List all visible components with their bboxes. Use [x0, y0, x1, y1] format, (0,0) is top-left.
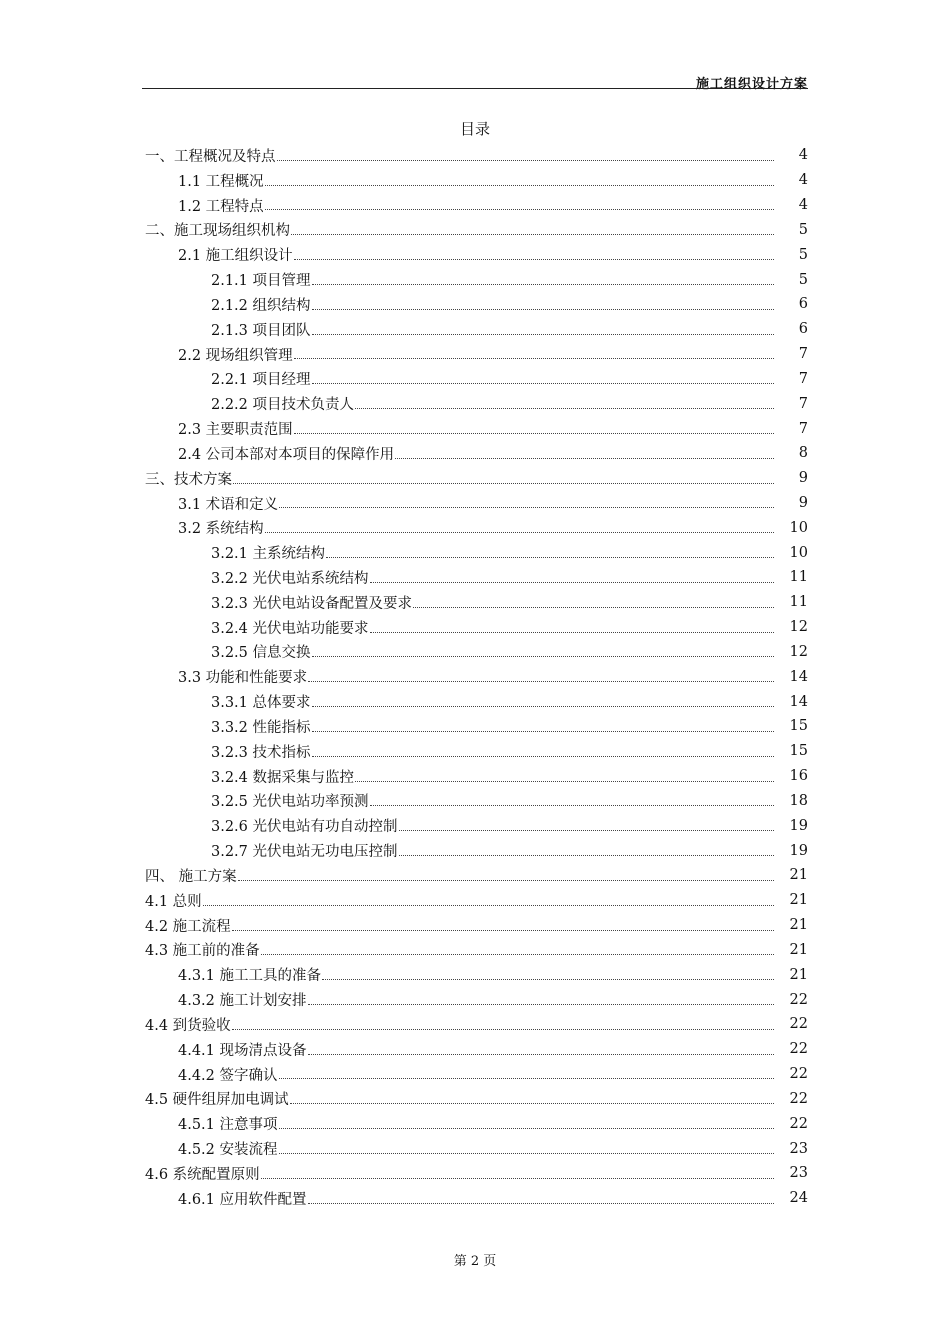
dot-leader: [279, 1078, 774, 1079]
dot-leader: [399, 830, 774, 831]
toc-entry[interactable]: [0, 193, 950, 218]
table-of-contents: [0, 143, 950, 1211]
toc-entry-text: 3.3.2 性能指标: [211, 719, 311, 736]
toc-entry-text: 2.1.1 项目管理: [211, 273, 311, 290]
dot-leader: [203, 905, 774, 906]
toc-entry-text: 4.3 施工前的准备: [145, 943, 260, 960]
dot-leader: [279, 1128, 774, 1129]
toc-entry[interactable]: [0, 615, 950, 640]
dot-leader: [232, 1029, 774, 1030]
toc-page-number: 19: [789, 842, 808, 859]
toc-entry[interactable]: [0, 739, 950, 764]
toc-page-number: 19: [789, 817, 808, 834]
toc-entry[interactable]: [0, 962, 950, 987]
toc-page-number: 22: [789, 1041, 808, 1058]
toc-page-number: 6: [798, 296, 808, 313]
toc-entry[interactable]: [0, 838, 950, 863]
toc-entry[interactable]: [0, 913, 950, 938]
toc-entry[interactable]: [0, 515, 950, 540]
dot-leader: [308, 1054, 774, 1055]
toc-page-number: 11: [789, 569, 808, 586]
toc-entry[interactable]: [0, 540, 950, 565]
dot-leader: [399, 855, 774, 856]
toc-entry-text: 3.2.5 光伏电站功率预测: [211, 794, 369, 811]
toc-page-number: 12: [789, 619, 808, 636]
toc-entry-text: 2.1 施工组织设计: [178, 248, 293, 265]
toc-page-number: 22: [789, 1115, 808, 1132]
toc-entry[interactable]: [0, 366, 950, 391]
toc-entry[interactable]: [0, 143, 950, 168]
toc-page-number: 21: [789, 966, 808, 983]
toc-entry[interactable]: [0, 1012, 950, 1037]
toc-page-number: 14: [789, 668, 808, 685]
toc-entry-text: 4.6 系统配置原则: [145, 1166, 260, 1183]
toc-page-number: 24: [789, 1190, 808, 1207]
toc-entry[interactable]: [0, 888, 950, 913]
toc-entry[interactable]: [0, 1111, 950, 1136]
toc-page-number: 8: [798, 445, 808, 462]
toc-entry-text: 4.5.1 注意事项: [178, 1117, 278, 1134]
toc-entry[interactable]: [0, 1136, 950, 1161]
toc-entry[interactable]: [0, 565, 950, 590]
toc-page-number: 22: [789, 1066, 808, 1083]
toc-page-number: 5: [798, 246, 808, 263]
dot-leader: [291, 234, 774, 235]
toc-entry[interactable]: [0, 863, 950, 888]
toc-entry[interactable]: [0, 938, 950, 963]
toc-entry[interactable]: [0, 466, 950, 491]
dot-leader: [265, 185, 774, 186]
toc-entry-text: 3.2.4 数据采集与监控: [211, 769, 355, 786]
toc-entry-text: 4.4.2 签字确认: [178, 1067, 278, 1084]
toc-entry-text: 3.2.6 光伏电站有功自动控制: [211, 819, 398, 836]
toc-entry[interactable]: [0, 689, 950, 714]
dot-leader: [312, 731, 774, 732]
toc-page-number: 6: [798, 321, 808, 338]
toc-entry[interactable]: [0, 491, 950, 516]
dot-leader: [326, 557, 774, 558]
toc-entry-text: 4.3.2 施工计划安排: [178, 993, 307, 1010]
toc-entry[interactable]: [0, 1037, 950, 1062]
dot-leader: [322, 979, 774, 980]
dot-leader: [279, 507, 774, 508]
toc-entry-text: 4.4.1 现场清点设备: [178, 1042, 307, 1059]
dot-leader: [308, 1203, 774, 1204]
toc-page-number: 7: [798, 420, 808, 437]
dot-leader: [294, 358, 774, 359]
toc-page-number: 14: [789, 693, 808, 710]
toc-page-number: 21: [789, 892, 808, 909]
header-rule: [142, 88, 808, 89]
toc-page-number: 22: [789, 1090, 808, 1107]
toc-entry[interactable]: [0, 590, 950, 615]
toc-entry[interactable]: [0, 242, 950, 267]
toc-page-number: 23: [789, 1165, 808, 1182]
toc-entry-text: 2.2.1 项目经理: [211, 372, 311, 389]
dot-leader: [294, 433, 774, 434]
dot-leader: [277, 160, 775, 161]
toc-entry[interactable]: [0, 292, 950, 317]
dot-leader: [308, 681, 774, 682]
toc-page-number: 21: [789, 917, 808, 934]
toc-page-number: 22: [789, 1016, 808, 1033]
toc-entry-text: 三、技术方案: [145, 471, 232, 488]
toc-entry-text: 3.2.4 光伏电站功能要求: [211, 620, 369, 637]
dot-leader: [370, 632, 774, 633]
dot-leader: [279, 1153, 774, 1154]
toc-page-number: 23: [789, 1140, 808, 1157]
dot-leader: [290, 1103, 774, 1104]
toc-entry[interactable]: [0, 267, 950, 292]
dot-leader: [312, 284, 774, 285]
toc-entry-text: 3.2.7 光伏电站无功电压控制: [211, 844, 398, 861]
toc-entry[interactable]: [0, 813, 950, 838]
toc-entry[interactable]: [0, 391, 950, 416]
toc-page-number: 21: [789, 867, 808, 884]
toc-page-number: 7: [798, 395, 808, 412]
dot-leader: [233, 483, 774, 484]
toc-page-number: 10: [789, 519, 808, 536]
toc-entry-text: 一、工程概况及特点: [145, 148, 276, 165]
toc-entry-text: 四、 施工方案: [145, 868, 237, 885]
toc-entry-text: 4.4 到货验收: [145, 1017, 231, 1034]
toc-entry[interactable]: [0, 664, 950, 689]
toc-entry-text: 4.6.1 应用软件配置: [178, 1191, 307, 1208]
toc-entry-text: 1.2 工程特点: [178, 198, 264, 215]
toc-page-number: 7: [798, 346, 808, 363]
toc-title: 目录: [459, 120, 490, 138]
toc-entry-text: 1.1 工程概况: [178, 173, 264, 190]
dot-leader: [265, 209, 774, 210]
toc-page-number: 7: [798, 370, 808, 387]
dot-leader: [312, 756, 774, 757]
toc-page-number: 15: [789, 718, 808, 735]
toc-entry-text: 3.2.3 技术指标: [211, 744, 311, 761]
toc-entry-text: 3.3.1 总体要求: [211, 695, 311, 712]
toc-entry[interactable]: [0, 789, 950, 814]
dot-leader: [370, 582, 774, 583]
dot-leader: [294, 259, 774, 260]
toc-entry[interactable]: [0, 217, 950, 242]
toc-entry[interactable]: [0, 317, 950, 342]
toc-entry-text: 3.2 系统结构: [178, 521, 264, 538]
toc-page-number: 18: [789, 792, 808, 809]
toc-page-number: 21: [789, 941, 808, 958]
dot-leader: [312, 383, 774, 384]
toc-entry-text: 4.3.1 施工工具的准备: [178, 968, 322, 985]
toc-entry-text: 4.5.2 安装流程: [178, 1142, 278, 1159]
toc-page-number: 4: [798, 197, 808, 214]
dot-leader: [413, 607, 774, 608]
toc-page-number: 5: [798, 221, 808, 238]
toc-entry-text: 3.1 术语和定义: [178, 496, 279, 513]
toc-page-number: 9: [798, 470, 808, 487]
dot-leader: [355, 408, 774, 409]
page-footer: 第 2 页: [453, 1254, 497, 1269]
toc-entry-text: 3.2.1 主系统结构: [211, 546, 326, 563]
toc-entry[interactable]: [0, 987, 950, 1012]
dot-leader: [370, 805, 774, 806]
dot-leader: [312, 656, 774, 657]
toc-entry[interactable]: [0, 441, 950, 466]
toc-entry-text: 4.5 硬件组屏加电调试: [145, 1092, 289, 1109]
toc-entry-text: 3.2.3 光伏电站设备配置及要求: [211, 595, 413, 612]
toc-page-number: 22: [789, 991, 808, 1008]
toc-page-number: 4: [798, 172, 808, 189]
toc-entry-text: 2.1.2 组织结构: [211, 297, 311, 314]
toc-page-number: 11: [789, 594, 808, 611]
toc-page-number: 4: [798, 147, 808, 164]
dot-leader: [312, 309, 774, 310]
dot-leader: [355, 781, 774, 782]
dot-leader: [232, 930, 774, 931]
toc-entry-text: 2.3 主要职责范围: [178, 422, 293, 439]
dot-leader: [395, 458, 774, 459]
toc-entry[interactable]: [0, 764, 950, 789]
toc-page-number: 9: [798, 495, 808, 511]
toc-entry[interactable]: [0, 714, 950, 739]
toc-entry[interactable]: [0, 342, 950, 367]
toc-entry-text: 2.1.3 项目团队: [211, 322, 311, 339]
toc-page-number: 5: [798, 271, 808, 288]
toc-entry-text: 3.2.2 光伏电站系统结构: [211, 570, 369, 587]
dot-leader: [238, 880, 774, 881]
toc-entry[interactable]: [0, 168, 950, 193]
running-header-title: 施工组织设计方案: [695, 77, 808, 92]
dot-leader: [312, 706, 774, 707]
toc-entry[interactable]: [0, 640, 950, 665]
toc-entry-text: 2.4 公司本部对本项目的保障作用: [178, 446, 395, 463]
dot-leader: [308, 1004, 774, 1005]
toc-entry[interactable]: [0, 416, 950, 441]
toc-page-number: 16: [789, 768, 808, 785]
toc-entry-text: 二、施工现场组织机构: [145, 223, 290, 240]
toc-entry-text: 2.2.2 项目技术负责人: [211, 397, 355, 414]
toc-entry[interactable]: [0, 1062, 950, 1087]
toc-page-number: 15: [789, 743, 808, 760]
toc-entry[interactable]: [0, 1086, 950, 1111]
dot-leader: [312, 334, 774, 335]
toc-entry-text: 4.1 总则: [145, 893, 202, 910]
dot-leader: [261, 954, 774, 955]
toc-entry-text: 4.2 施工流程: [145, 918, 231, 935]
toc-entry-text: 3.3 功能和性能要求: [178, 670, 308, 687]
toc-entry-text: 2.2 现场组织管理: [178, 347, 293, 364]
toc-page-number: 10: [789, 544, 808, 561]
toc-entry[interactable]: [0, 1186, 950, 1211]
dot-leader: [265, 532, 774, 533]
toc-page-number: 12: [789, 643, 808, 660]
dot-leader: [261, 1178, 774, 1179]
toc-entry[interactable]: [0, 1161, 950, 1186]
toc-entry-text: 3.2.5 信息交换: [211, 645, 311, 662]
